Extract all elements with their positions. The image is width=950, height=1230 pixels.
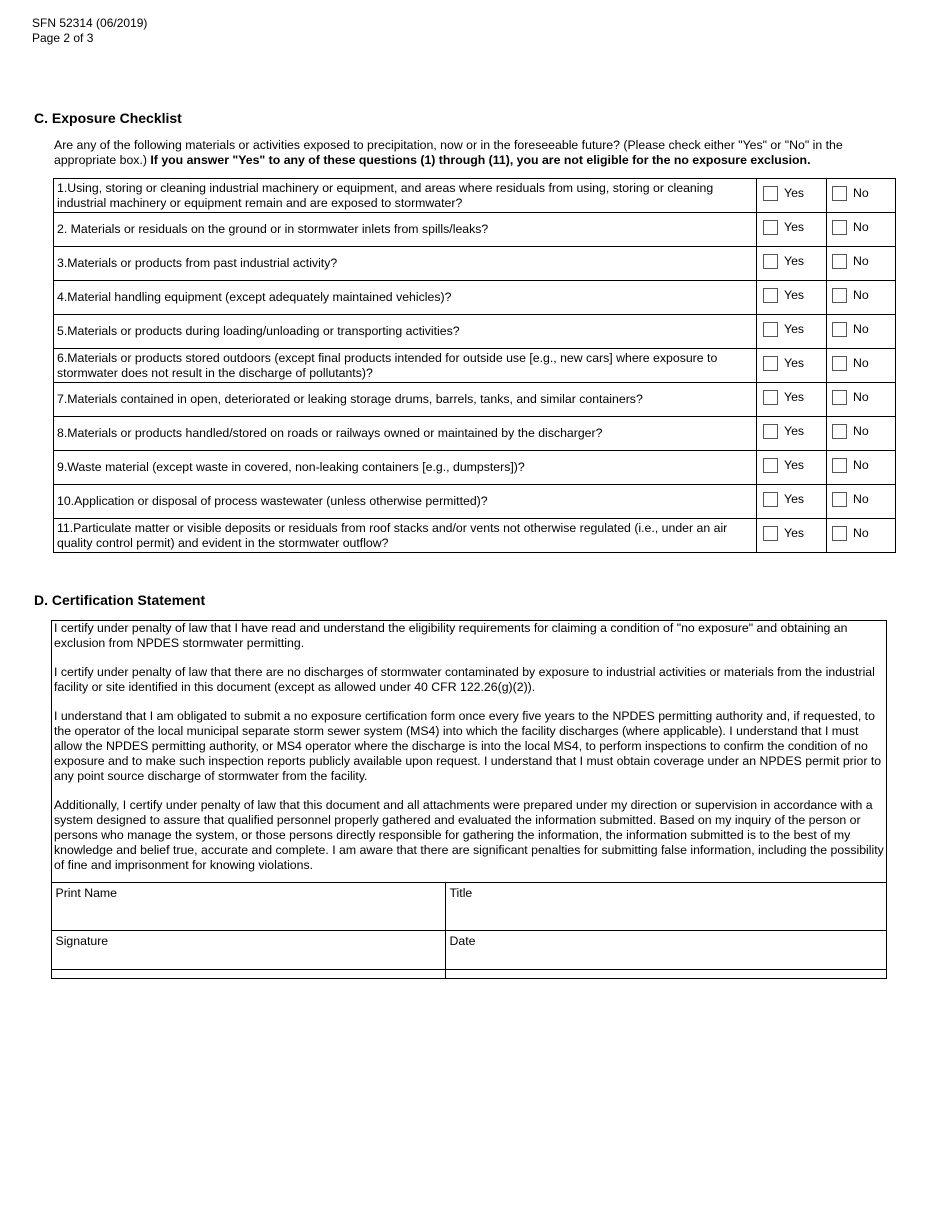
no-label: No: [853, 186, 869, 200]
no-checkbox[interactable]: [832, 220, 869, 235]
checkbox-square-icon[interactable]: [832, 390, 847, 405]
checklist-question: 5.Materials or products during loading/unloading or transporting activities?: [54, 315, 757, 349]
no-label: No: [853, 322, 869, 336]
no-label: No: [853, 424, 869, 438]
checkbox-square-icon[interactable]: [763, 526, 778, 541]
no-label: No: [853, 526, 869, 540]
checklist-question: 2. Materials or residuals on the ground or in stormwater inlets from spills/leaks?: [54, 213, 757, 247]
no-cell: [827, 281, 896, 315]
yes-cell: [757, 281, 827, 315]
no-label: No: [853, 492, 869, 506]
yes-checkbox[interactable]: [763, 356, 804, 371]
checkbox-square-icon[interactable]: [832, 186, 847, 201]
yes-label: Yes: [784, 322, 805, 336]
checkbox-square-icon[interactable]: [763, 492, 778, 507]
yes-checkbox[interactable]: [763, 186, 804, 201]
signature-field[interactable]: [51, 931, 445, 979]
no-checkbox[interactable]: [832, 186, 869, 201]
checklist-question: 3.Materials or products from past industrial activity?: [54, 247, 757, 281]
yes-checkbox[interactable]: [763, 492, 804, 507]
cert-paragraph-1: I certify under penalty of law that I have read and understand the eligibility requirements for claiming a condition of "no exposure" and obtaining an exclusion from NPDES stormwater permitting.: [54, 621, 848, 650]
checklist-row: [54, 417, 896, 451]
checkbox-square-icon[interactable]: [763, 220, 778, 235]
cert-paragraph-3: I understand that I am obligated to submit a no exposure certification form once every five years to the NPDES permitting authority and, if requested, to the operator of the local municipal separate storm sewer system (MS4) into which the facility discharges (where applicable). I understand that I must allow the NPDES permitting authority, or MS4 operator where the discharge is into the local MS4, to perform inspections to confirm the condition of no exposure and to make such inspection reports publicly available upon request. I understand that I must obtain coverage under an NPDES permit prior to any point source discharge of stormwater from the facility.: [54, 709, 882, 783]
cert-paragraph-4: Additionally, I certify under penalty of law that this document and all attachments were prepared under my direction or supervision in accordance with a system designed to assure that qualified personnel properly gathered and evaluated the information submitted. Based on my inquiry of the person or persons who manage the system, or those persons directly responsible for gathering the information, the information submitted is to the best of my knowledge and belief true, accurate and complete. I am aware that there are significant penalties for submitting false information, including the possibility of fine and imprisonment for knowing violations.: [54, 798, 884, 872]
checklist-row: [54, 451, 896, 485]
checkbox-square-icon[interactable]: [832, 220, 847, 235]
yes-cell: [757, 417, 827, 451]
yes-label: Yes: [784, 288, 805, 302]
no-cell: [827, 247, 896, 281]
certification-statement: [51, 620, 887, 970]
checklist-row: [54, 281, 896, 315]
date-field[interactable]: [445, 931, 886, 979]
no-cell: [827, 519, 896, 553]
print-name-field[interactable]: [51, 883, 445, 931]
yes-label: Yes: [784, 458, 805, 472]
no-label: No: [853, 390, 869, 404]
no-cell: [827, 485, 896, 519]
checklist-question: 4.Material handling equipment (except adequately maintained vehicles)?: [54, 281, 757, 315]
yes-checkbox[interactable]: [763, 220, 804, 235]
cert-paragraph-2: I certify under penalty of law that there are no discharges of stormwater contaminated by exposure to industrial activities or materials from the industrial facility or site identified in this document (except as allowed under 40 CFR 122.26(g)(2)).: [54, 665, 875, 694]
no-checkbox[interactable]: [832, 322, 869, 337]
no-checkbox[interactable]: [832, 254, 869, 269]
checkbox-square-icon[interactable]: [763, 186, 778, 201]
yes-label: Yes: [784, 424, 805, 438]
section-c-title: C. Exposure Checklist: [34, 110, 182, 126]
checklist-row: [54, 383, 896, 417]
checklist-row: [54, 315, 896, 349]
no-label: No: [853, 220, 869, 234]
exposure-checklist-table: [53, 178, 896, 553]
no-cell: [827, 383, 896, 417]
checklist-question: 9.Waste material (except waste in covered, non-leaking containers [e.g., dumpsters])?: [54, 451, 757, 485]
checkbox-square-icon[interactable]: [763, 322, 778, 337]
checkbox-square-icon[interactable]: [832, 492, 847, 507]
yes-label: Yes: [784, 390, 805, 404]
yes-cell: [757, 349, 827, 383]
checkbox-square-icon[interactable]: [832, 356, 847, 371]
yes-cell: [757, 485, 827, 519]
yes-cell: [757, 213, 827, 247]
yes-cell: [757, 179, 827, 213]
checkbox-square-icon[interactable]: [832, 424, 847, 439]
checklist-question: 10.Application or disposal of process wastewater (unless otherwise permitted)?: [54, 485, 757, 519]
checklist-row: [54, 349, 896, 383]
checklist-row: [54, 247, 896, 281]
no-label: No: [853, 254, 869, 268]
checkbox-square-icon[interactable]: [832, 288, 847, 303]
checkbox-square-icon[interactable]: [763, 288, 778, 303]
no-checkbox[interactable]: [832, 288, 869, 303]
no-checkbox[interactable]: [832, 492, 869, 507]
yes-cell: [757, 247, 827, 281]
checklist-question: 11.Particulate matter or visible deposits or residuals from roof stacks and/or vents not otherwise regulated (i.e., under an air quality control permit) and evident in the stormwater outflow?: [54, 519, 757, 553]
no-cell: [827, 451, 896, 485]
yes-label: Yes: [784, 220, 805, 234]
checklist-row: [54, 485, 896, 519]
signature-table: [51, 882, 887, 979]
yes-checkbox[interactable]: [763, 390, 804, 405]
checklist-question: 6.Materials or products stored outdoors (except final products intended for outside use [e.g., new cars] where exposure to stormwater does not result in the discharge of pollutants)?: [54, 349, 757, 383]
intro-bold-text: If you answer "Yes" to any of these questions (1) through (11), you are not eligible for the no exposure exclusion.: [150, 153, 811, 167]
yes-label: Yes: [784, 356, 805, 370]
form-header: [32, 16, 147, 46]
section-c-intro: [54, 138, 884, 168]
no-cell: [827, 417, 896, 451]
no-cell: [827, 315, 896, 349]
yes-cell: [757, 451, 827, 485]
yes-checkbox[interactable]: [763, 458, 804, 473]
no-label: No: [853, 356, 869, 370]
no-label: No: [853, 458, 869, 472]
yes-label: Yes: [784, 186, 805, 200]
checkbox-square-icon[interactable]: [763, 254, 778, 269]
date-label: Date: [449, 934, 476, 948]
yes-label: Yes: [784, 492, 805, 506]
print-name-label: Print Name: [55, 886, 118, 900]
no-cell: [827, 349, 896, 383]
yes-cell: [757, 383, 827, 417]
checklist-row: [54, 179, 896, 213]
checkbox-square-icon[interactable]: [832, 526, 847, 541]
yes-label: Yes: [784, 254, 805, 268]
checkbox-square-icon[interactable]: [763, 390, 778, 405]
yes-checkbox[interactable]: [763, 526, 804, 541]
section-d-title: D. Certification Statement: [34, 592, 206, 608]
no-checkbox[interactable]: [832, 356, 869, 371]
checkbox-square-icon[interactable]: [832, 254, 847, 269]
yes-cell: [757, 519, 827, 553]
no-cell: [827, 179, 896, 213]
no-checkbox[interactable]: [832, 458, 869, 473]
yes-checkbox[interactable]: [763, 322, 804, 337]
checkbox-square-icon[interactable]: [763, 424, 778, 439]
checkbox-square-icon[interactable]: [763, 458, 778, 473]
yes-checkbox[interactable]: [763, 288, 804, 303]
checklist-row: [54, 519, 896, 553]
no-label: No: [853, 288, 869, 302]
yes-cell: [757, 315, 827, 349]
checklist-question: 1.Using, storing or cleaning industrial machinery or equipment, and areas where residuals from using, storing or cleaning industrial machinery or equipment remain and are exposed to stormwater?: [54, 179, 757, 213]
yes-label: Yes: [784, 526, 805, 540]
page-indicator: Page 2 of 3: [32, 31, 94, 45]
checklist-question: 8.Materials or products handled/stored on roads or railways owned or maintained by the discharger?: [54, 417, 757, 451]
signature-label: Signature: [55, 934, 109, 948]
checkbox-square-icon[interactable]: [832, 458, 847, 473]
no-checkbox[interactable]: [832, 526, 869, 541]
no-cell: [827, 213, 896, 247]
checklist-question: 7.Materials contained in open, deteriorated or leaking storage drums, barrels, tanks, and similar containers?: [54, 383, 757, 417]
no-checkbox[interactable]: [832, 424, 869, 439]
checklist-row: [54, 213, 896, 247]
checkbox-square-icon[interactable]: [763, 356, 778, 371]
title-label: Title: [449, 886, 473, 900]
yes-checkbox[interactable]: [763, 424, 804, 439]
intro-text: Are any of the following materials or activities exposed to precipitation, now or in the foreseeable future? (Please check either "Yes" or "No" in the appropriate box.): [54, 138, 843, 167]
checkbox-square-icon[interactable]: [832, 322, 847, 337]
form-number: SFN 52314 (06/2019): [32, 16, 148, 30]
title-field[interactable]: [445, 883, 886, 931]
yes-checkbox[interactable]: [763, 254, 804, 269]
no-checkbox[interactable]: [832, 390, 869, 405]
